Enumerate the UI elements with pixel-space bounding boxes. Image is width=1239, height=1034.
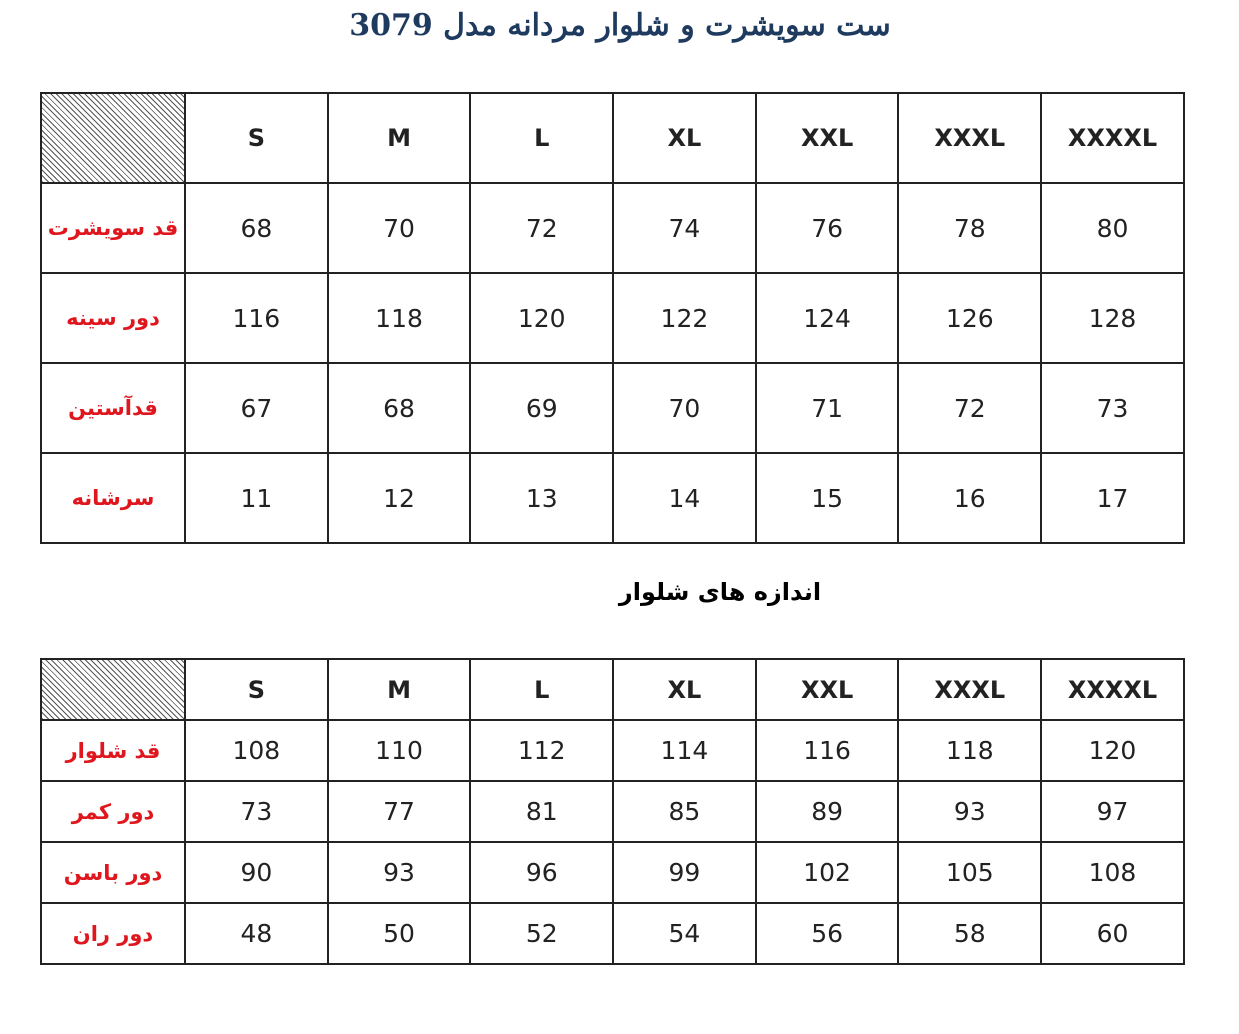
table-cell: 110: [328, 720, 471, 781]
table-cell: 118: [328, 273, 471, 363]
table-cell: 76: [756, 183, 899, 273]
table-cell: 68: [328, 363, 471, 453]
table-cell: 71: [756, 363, 899, 453]
row-label: قد شلوار: [41, 720, 185, 781]
table-cell: 17: [1041, 453, 1184, 543]
size-header-xxl: XXL: [756, 659, 899, 720]
table-cell: 54: [613, 903, 756, 964]
row-label: سرشانه: [41, 453, 185, 543]
size-header-xxxxl: XXXXL: [1041, 93, 1184, 183]
table-row: [41, 903, 1184, 964]
table-cell: 108: [1041, 842, 1184, 903]
table-row: [41, 781, 1184, 842]
size-header-l: L: [470, 659, 613, 720]
size-header-xl: XL: [613, 659, 756, 720]
table-row: [41, 842, 1184, 903]
table-header-row: [41, 659, 1184, 720]
table-cell: 60: [1041, 903, 1184, 964]
row-label: دور کمر: [41, 781, 185, 842]
table-cell: 99: [613, 842, 756, 903]
table-cell: 72: [470, 183, 613, 273]
table-cell: 11: [185, 453, 328, 543]
size-header-xxxl: XXXL: [898, 659, 1041, 720]
table-cell: 97: [1041, 781, 1184, 842]
size-header-xxl: XXL: [756, 93, 899, 183]
table-cell: 70: [613, 363, 756, 453]
table-cell: 89: [756, 781, 899, 842]
size-header-m: M: [328, 659, 471, 720]
table-cell: 14: [613, 453, 756, 543]
table-cell: 48: [185, 903, 328, 964]
table-cell: 85: [613, 781, 756, 842]
table-cell: 74: [613, 183, 756, 273]
table-cell: 128: [1041, 273, 1184, 363]
table-cell: 52: [470, 903, 613, 964]
table-cell: 124: [756, 273, 899, 363]
table-cell: 108: [185, 720, 328, 781]
jacket-size-table: [40, 92, 1185, 544]
table-cell: 90: [185, 842, 328, 903]
table-cell: 58: [898, 903, 1041, 964]
hatched-corner-cell: [41, 659, 185, 720]
table-cell: 112: [470, 720, 613, 781]
table-cell: 78: [898, 183, 1041, 273]
table-cell: 67: [185, 363, 328, 453]
table-cell: 81: [470, 781, 613, 842]
table-cell: 68: [185, 183, 328, 273]
table-cell: 15: [756, 453, 899, 543]
row-label: قد سویشرت: [41, 183, 185, 273]
table-cell: 96: [470, 842, 613, 903]
table-row: [41, 363, 1184, 453]
table-cell: 120: [470, 273, 613, 363]
row-label: دور باسن: [41, 842, 185, 903]
size-header-l: L: [470, 93, 613, 183]
table-cell: 93: [328, 842, 471, 903]
table-cell: 16: [898, 453, 1041, 543]
table-cell: 77: [328, 781, 471, 842]
table-row: [41, 183, 1184, 273]
table-row: [41, 453, 1184, 543]
table-cell: 102: [756, 842, 899, 903]
size-header-xl: XL: [613, 93, 756, 183]
table-cell: 93: [898, 781, 1041, 842]
table-cell: 69: [470, 363, 613, 453]
table-cell: 120: [1041, 720, 1184, 781]
table-cell: 13: [470, 453, 613, 543]
table-row: [41, 720, 1184, 781]
table-cell: 116: [756, 720, 899, 781]
table-cell: 114: [613, 720, 756, 781]
table-cell: 80: [1041, 183, 1184, 273]
table-cell: 73: [185, 781, 328, 842]
size-header-s: S: [185, 659, 328, 720]
table-cell: 126: [898, 273, 1041, 363]
table-cell: 122: [613, 273, 756, 363]
table-cell: 70: [328, 183, 471, 273]
hatched-corner-cell: [41, 93, 185, 183]
size-header-m: M: [328, 93, 471, 183]
table-cell: 72: [898, 363, 1041, 453]
size-header-s: S: [185, 93, 328, 183]
table-cell: 50: [328, 903, 471, 964]
size-header-xxxxl: XXXXL: [1041, 659, 1184, 720]
row-label: دور سینه: [41, 273, 185, 363]
table-header-row: [41, 93, 1184, 183]
row-label: قدآستین: [41, 363, 185, 453]
table-cell: 116: [185, 273, 328, 363]
table-cell: 12: [328, 453, 471, 543]
row-label: دور ران: [41, 903, 185, 964]
table-cell: 73: [1041, 363, 1184, 453]
table-cell: 118: [898, 720, 1041, 781]
table-cell: 105: [898, 842, 1041, 903]
pants-size-table: [40, 658, 1185, 965]
page-title: ست سویشرت و شلوار مردانه مدل 3079: [349, 8, 891, 43]
table-cell: 56: [756, 903, 899, 964]
pants-section-title: اندازه های شلوار: [618, 578, 822, 606]
table-row: [41, 273, 1184, 363]
size-header-xxxl: XXXL: [898, 93, 1041, 183]
